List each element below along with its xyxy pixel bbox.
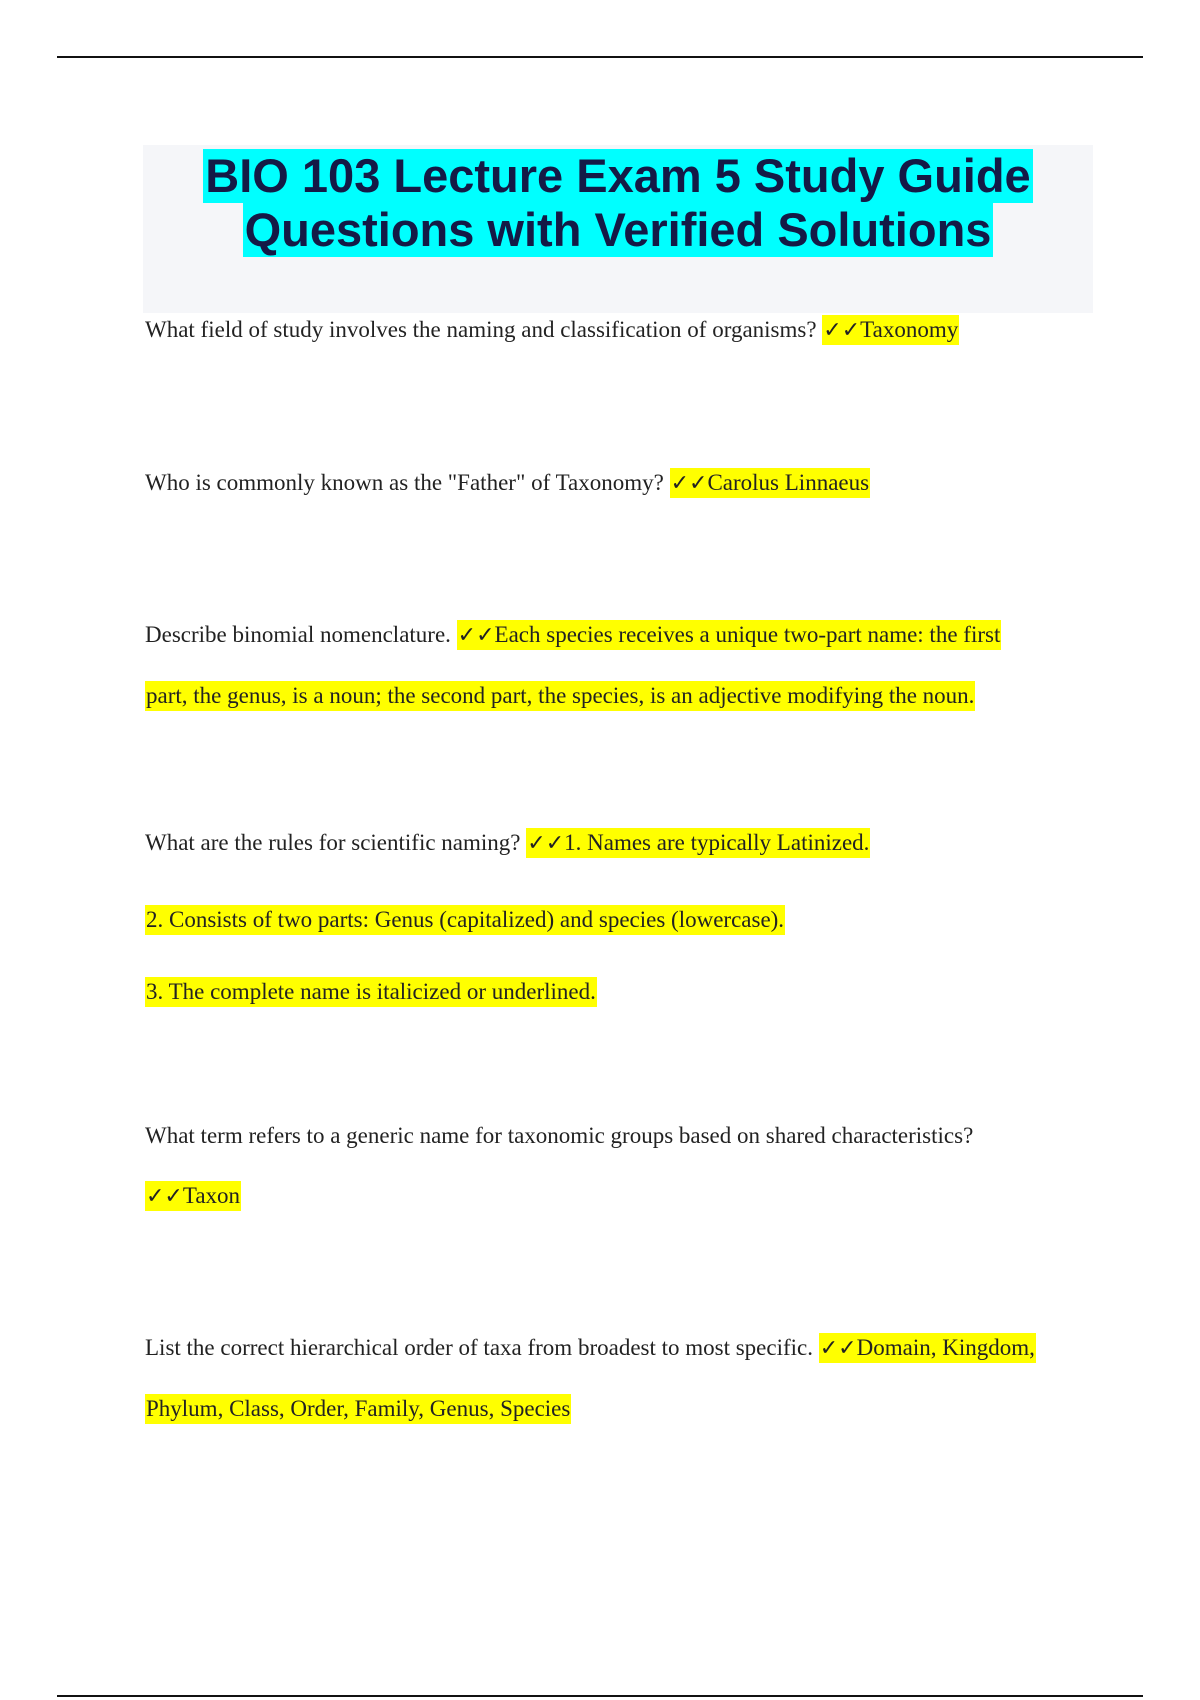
document-title-line-1: BIO 103 Lecture Exam 5 Study Guide — [205, 149, 1031, 202]
double-check-icon: ✓✓ — [527, 831, 565, 856]
answer-highlight — [670, 468, 870, 498]
double-check-icon: ✓✓ — [146, 1184, 183, 1209]
qa-item-5-answer — [145, 1181, 241, 1212]
double-check-icon: ✓✓ — [819, 1336, 857, 1361]
question-text: What field of study involves the naming and classification of organisms? — [145, 317, 823, 342]
answer-text: Phylum, Class, Order, Family, Genus, Species — [145, 1394, 571, 1424]
question-text: What are the rules for scientific naming? — [145, 830, 527, 855]
question-text: What term refers to a generic name for taxonomic groups based on shared characteristics? — [145, 1123, 974, 1148]
bottom-rule — [57, 1695, 1143, 1697]
question-text: Who is commonly known as the "Father" of Taxonomy? — [145, 470, 670, 495]
qa-item-4 — [145, 828, 870, 859]
top-rule — [57, 56, 1143, 58]
qa-item-4-rule-2 — [145, 905, 785, 935]
qa-item-4-rule-3 — [145, 977, 597, 1007]
answer-text: Domain, Kingdom, — [856, 1335, 1035, 1360]
answer-highlight — [145, 1181, 241, 1211]
double-check-icon: ✓✓ — [670, 471, 708, 496]
answer-text: part, the genus, is a noun; the second part, the species, is an adjective modifying the noun. — [145, 681, 975, 711]
answer-text: Each species receives a unique two-part name: the first — [494, 622, 1001, 647]
double-check-icon: ✓✓ — [823, 318, 861, 343]
qa-item-3-continued — [145, 681, 975, 711]
qa-item-6-continued — [145, 1394, 571, 1424]
qa-item-3 — [145, 620, 1001, 651]
answer-highlight — [526, 828, 870, 858]
double-check-icon: ✓✓ — [457, 623, 495, 648]
answer-highlight — [457, 620, 1002, 650]
answer-text: Taxonomy — [860, 317, 959, 342]
qa-item-5 — [145, 1121, 973, 1151]
question-text: Describe binomial nomenclature. — [145, 622, 457, 647]
answer-text: 3. The complete name is italicized or underlined. — [145, 977, 597, 1007]
answer-highlight — [819, 1333, 1036, 1363]
qa-item-6 — [145, 1333, 1036, 1364]
document-title-line-2: Questions with Verified Solutions — [244, 203, 992, 256]
answer-highlight — [822, 315, 959, 345]
answer-text: Taxon — [182, 1183, 241, 1208]
answer-text: 1. Names are typically Latinized. — [564, 830, 870, 855]
qa-item-2 — [145, 468, 870, 499]
answer-text: Carolus Linnaeus — [707, 470, 870, 495]
question-text: List the correct hierarchical order of taxa from broadest to most specific. — [145, 1335, 819, 1360]
qa-item-1 — [145, 315, 959, 346]
title-block — [143, 145, 1093, 313]
answer-text: 2. Consists of two parts: Genus (capitalized) and species (lowercase). — [145, 905, 785, 935]
